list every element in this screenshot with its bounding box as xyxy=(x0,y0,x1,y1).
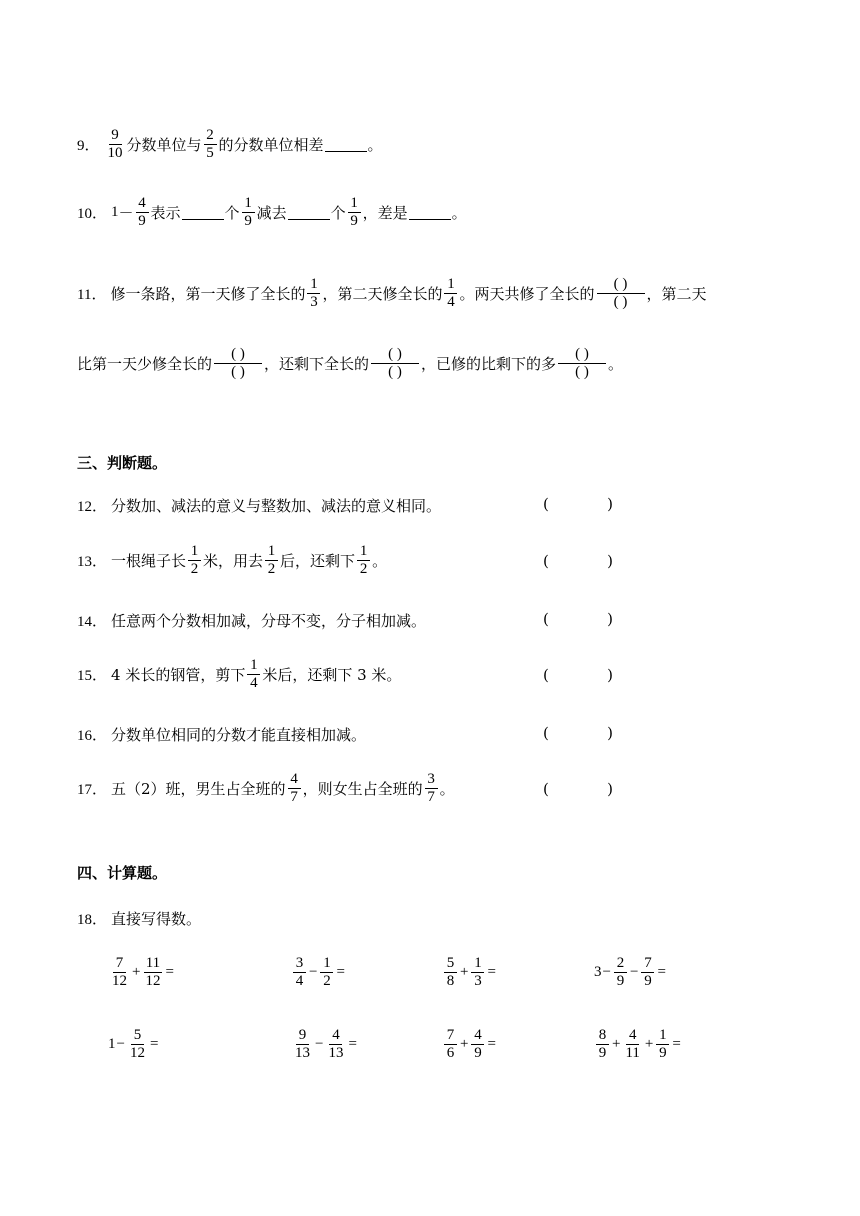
fraction: $\frac{4}{9}$ xyxy=(136,195,149,230)
question-text: ，则女生占全班的 xyxy=(302,780,423,798)
question-text: 后，还剩下 xyxy=(280,552,356,570)
question-text: 任意两个分数相加减，分母不变，分子相加减。 xyxy=(111,612,427,630)
question-text: 的分数单位相差 xyxy=(218,136,324,154)
question-9 xyxy=(77,127,383,162)
question-11 xyxy=(77,276,707,311)
question-text: 。 xyxy=(372,552,388,570)
answer-parentheses[interactable]: ( ) xyxy=(543,666,613,684)
question-text: 个 xyxy=(330,204,346,222)
fraction: $\frac{1}{4}$ xyxy=(444,276,457,311)
fraction: $\frac{1}{2}$ xyxy=(265,543,278,578)
question-18 xyxy=(77,908,201,929)
answer-blank[interactable] xyxy=(288,205,330,220)
fraction-answer-blank[interactable]: $\frac{( )}{( )}$ xyxy=(558,346,606,381)
calc-item-2: $\frac{3}{4}$ − $\frac{1}{2}$ = xyxy=(291,955,346,990)
question-text: 五（2）班，男生占全班的 xyxy=(111,780,286,798)
question-14 xyxy=(77,610,426,631)
question-text: 一根绳子长 xyxy=(111,552,187,570)
calc-item-7: $\frac{7}{6}$ + $\frac{4}{9}$ = xyxy=(442,1027,497,1062)
question-text: 表示 xyxy=(150,204,181,222)
question-number: 15． xyxy=(77,668,108,684)
question-15 xyxy=(77,657,401,692)
answer-parentheses[interactable]: ( ) xyxy=(543,610,613,628)
question-text: 4 米长的钢管，剪下 xyxy=(111,666,246,684)
fraction-answer-blank[interactable]: $\frac{( )}{( )}$ xyxy=(371,346,419,381)
question-16 xyxy=(77,724,366,745)
question-10 xyxy=(77,195,467,230)
question-text: 分数加、减法的意义与整数加、减法的意义相同。 xyxy=(111,497,442,515)
minus-sign: － xyxy=(118,204,134,222)
calc-item-5: 1 − $\frac{5}{12}$ = xyxy=(108,1027,159,1061)
question-number: 9． xyxy=(77,138,100,154)
question-text: 直接写得数。 xyxy=(111,910,202,928)
answer-parentheses[interactable]: ( ) xyxy=(543,780,613,798)
answer-parentheses[interactable]: ( ) xyxy=(543,724,613,742)
question-text: 个 xyxy=(224,204,240,222)
answer-parentheses[interactable]: ( ) xyxy=(543,552,613,570)
fraction: $\frac{1}{3}$ xyxy=(307,276,320,311)
fraction: $\frac{1}{9}$ xyxy=(242,195,255,230)
question-text: 。两天共修了全长的 xyxy=(459,285,595,303)
question-text: 修一条路，第一天修了全长的 xyxy=(110,285,306,303)
question-number: 13． xyxy=(77,554,108,570)
question-number: 11． xyxy=(77,287,107,303)
answer-blank[interactable] xyxy=(325,137,367,152)
question-13 xyxy=(77,543,387,578)
question-text: ，还剩下全长的 xyxy=(264,355,370,373)
question-number: 14． xyxy=(77,614,108,630)
calc-item-8: $\frac{8}{9}$ + $\frac{4}{11}$ + $\frac{1}{9}$ = xyxy=(594,1027,682,1062)
question-text: ，第二天 xyxy=(646,285,707,303)
question-number: 18． xyxy=(77,912,108,928)
question-text: 减去 xyxy=(256,204,287,222)
question-text: ，第二天修全长的 xyxy=(322,285,443,303)
fraction: $\frac{4}{7}$ xyxy=(288,771,301,806)
question-11-continued xyxy=(77,346,623,381)
question-text: ，已修的比剩下的多 xyxy=(421,355,557,373)
calc-item-1: $\frac{7}{12}$ + $\frac{11}{12}$ = xyxy=(112,955,174,989)
question-text: 。 xyxy=(608,355,624,373)
fraction: $\frac{1}{4}$ xyxy=(247,657,260,692)
question-text: 比第一天少修全长的 xyxy=(77,355,213,373)
question-text: 分数单位相同的分数才能直接相加减。 xyxy=(111,726,367,744)
question-text: ，差是 xyxy=(362,204,408,222)
section-heading-judgement: 三、判断题。 xyxy=(77,454,168,472)
fraction-answer-blank[interactable]: $\frac{( )}{( )}$ xyxy=(214,346,262,381)
calc-item-4: 3 − $\frac{2}{9}$ − $\frac{7}{9}$ = xyxy=(594,955,666,989)
fraction: $\frac{1}{2}$ xyxy=(188,543,201,578)
fraction: $\frac{2}{5}$ xyxy=(204,127,217,162)
question-text: 米，用去 xyxy=(203,552,264,570)
question-12 xyxy=(77,495,441,516)
fraction: $\frac{1}{9}$ xyxy=(348,195,361,230)
question-text: 分数单位与 xyxy=(126,136,202,154)
question-number: 10． xyxy=(77,206,108,222)
fraction: $\frac{3}{7}$ xyxy=(425,771,438,806)
section-heading-calculation: 四、计算题。 xyxy=(77,864,168,882)
answer-blank[interactable] xyxy=(409,205,451,220)
answer-blank[interactable] xyxy=(182,205,224,220)
question-text: 。 xyxy=(367,136,383,154)
answer-parentheses[interactable]: ( ) xyxy=(543,495,613,513)
question-text: 。 xyxy=(451,204,467,222)
calc-item-3: $\frac{5}{8}$ + $\frac{1}{3}$ = xyxy=(442,955,497,990)
question-text: 。 xyxy=(439,780,455,798)
number: 1 xyxy=(111,204,119,220)
fraction: $\frac{9}{10}$ xyxy=(107,127,123,161)
question-text: 米后，还剩下 3 米。 xyxy=(262,666,402,684)
calc-item-6: $\frac{9}{13}$ − $\frac{4}{13}$ = xyxy=(295,1027,357,1061)
question-number: 12． xyxy=(77,499,108,515)
question-number: 16． xyxy=(77,728,108,744)
fraction-answer-blank[interactable]: $\frac{( )}{( )}$ xyxy=(597,276,645,311)
question-17 xyxy=(77,771,455,806)
fraction: $\frac{1}{2}$ xyxy=(357,543,370,578)
question-number: 17． xyxy=(77,782,108,798)
